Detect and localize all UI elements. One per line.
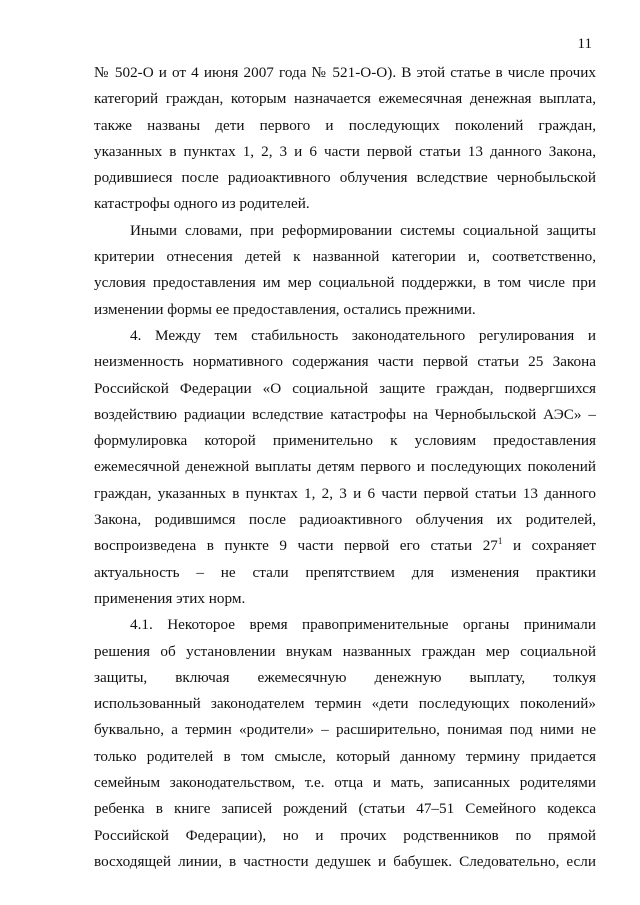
text-line: решения об установлении внукам названных граждан мер социальной	[94, 642, 596, 660]
text-line: защиты, включая ежемесячную денежную выплату, толкуя	[94, 668, 596, 686]
text-line: ребенка в книге записей рождений (статьи 47–51 Семейного кодекса	[94, 800, 596, 818]
text-line: Закона, родившимся после радиоактивного облучения их родителей,	[94, 511, 596, 529]
text-line: № 502-О и от 4 июня 2007 года № 521-О-О). В этой статье в числе прочих	[94, 64, 596, 81]
body-text	[94, 60, 596, 875]
footnote-marker[interactable]: 1	[497, 536, 503, 547]
text-segment: и сохраняет	[512, 537, 596, 555]
text-line-with-footnote	[94, 533, 596, 559]
text-line: категорий граждан, которым назначается ежемесячная денежная выплата,	[94, 90, 596, 108]
text-line: родившиеся после радиоактивного облучения вследствие чернобыльской	[94, 169, 596, 187]
text-line: Российской Федерации «О социальной защите граждан, подвергшихся	[94, 379, 596, 397]
text-line: формулировка которой применительно к условиям предоставления	[94, 432, 596, 450]
text-line: Российской Федерации), но и прочих родственников по прямой	[94, 826, 596, 844]
text-line: использованный законодателем термин «дети последующих поколений»	[94, 695, 596, 713]
text-line: неизменность нормативного содержания части первой статьи 25 Закона	[94, 353, 596, 371]
text-line: ежемесячной денежной выплаты детям первого и последующих поколений	[94, 458, 596, 476]
text-line: воздействию радиации вследствие катастрофы на Чернобыльской АЭС» –	[94, 405, 596, 423]
text-line: семейным законодательством, т.е. отца и мать, записанных родителями	[94, 774, 596, 792]
text-line: только родителей в том смысле, который данному термину придается	[94, 747, 596, 765]
text-line: также названы дети первого и последующих поколений граждан,	[94, 116, 596, 134]
text-line: указанных в пунктах 1, 2, 3 и 6 части первой статьи 13 данного Закона,	[94, 142, 596, 160]
text-line: применения этих норм.	[94, 589, 246, 607]
text-line: актуальность – не стали препятствием для изменения практики	[94, 563, 596, 581]
text-line: условия предоставления им мер социальной поддержки, в том числе при	[94, 274, 596, 292]
text-line: восходящей линии, в частности дедушек и бабушек. Следовательно, если	[94, 852, 596, 870]
text-line: 4.1. Некоторое время правоприменительные органы принимали	[130, 616, 596, 634]
text-segment: воспроизведена в пункте 9 части первой его статьи 27	[94, 537, 498, 555]
text-line: 4. Между тем стабильность законодательного регулирования и	[130, 326, 596, 344]
text-line: изменении формы ее предоставления, остались прежними.	[94, 300, 476, 318]
text-line: катастрофы одного из родителей.	[94, 195, 310, 213]
text-line: граждан, указанных в пунктах 1, 2, 3 и 6 части первой статьи 13 данного	[94, 484, 596, 502]
text-line: Иными словами, при реформировании системы социальной защиты	[130, 221, 596, 239]
text-line: буквально, а термин «родители» – расширительно, понимая под ними не	[94, 721, 596, 739]
text-line: критерии отнесения детей к названной категории и, соответственно,	[94, 248, 596, 266]
page-number: 11	[577, 36, 592, 52]
